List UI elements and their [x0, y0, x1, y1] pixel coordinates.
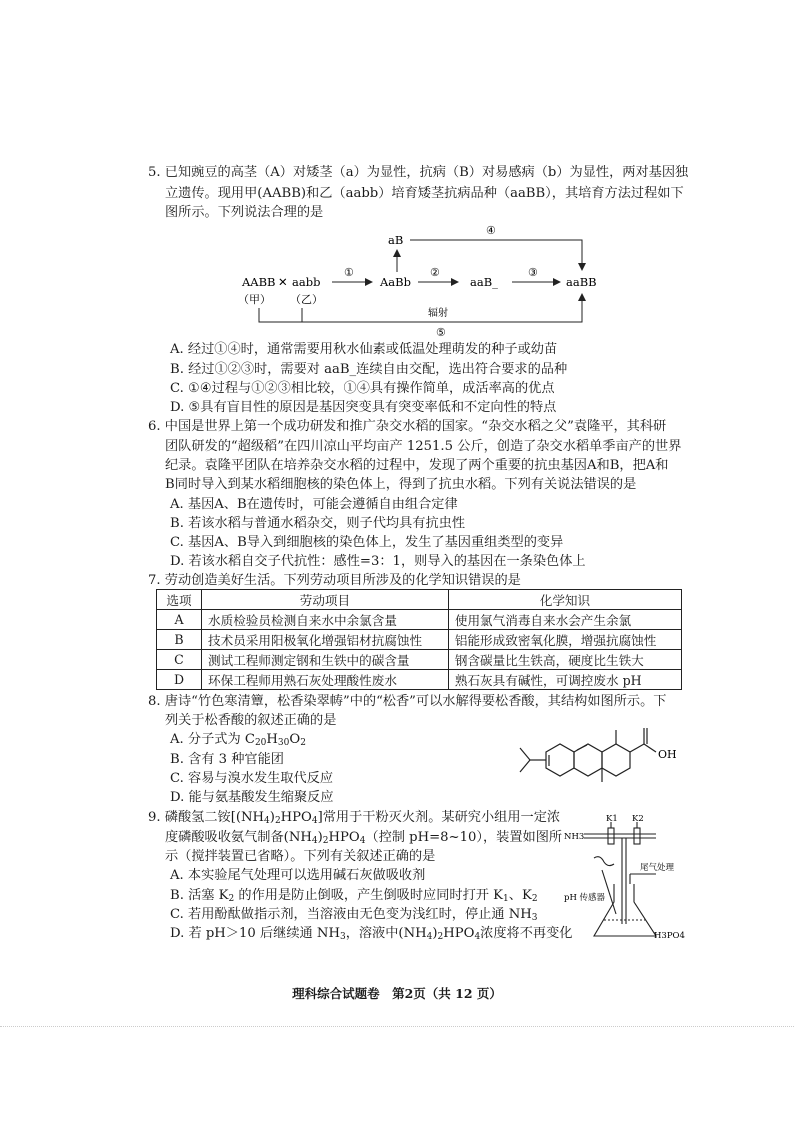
acid-label: H3PO4	[654, 931, 685, 941]
q7-table	[156, 589, 682, 690]
nh3-label: NH3	[564, 832, 585, 842]
cross-right-genotype: aabb	[292, 275, 321, 289]
header-option: 选项	[157, 590, 202, 610]
q5-option-a: A. 经过①④时，通常需要用秋水仙素或低温处理萌发的种子或幼苗	[170, 342, 558, 357]
q6-option-b: B. 若该水稻与普通水稻杂交，则子代均具有抗虫性	[170, 516, 466, 531]
target-genotype: aaBB	[566, 275, 597, 289]
row-option: C	[157, 650, 202, 670]
q8-option-d: D. 能与氨基酸发生缩聚反应	[170, 790, 334, 805]
page-divider	[0, 1026, 794, 1027]
label-jia: （甲）	[238, 293, 271, 306]
q6-stem-line-4: B同时导入到某水稻细胞核的染色体上，得到了抗虫水稻。下列有关说法错误的是	[165, 477, 637, 492]
q8-option-a: A. 分子式为 $C_{20}H_{30}O_2$	[170, 732, 306, 748]
table-row	[157, 610, 682, 630]
q9-option-d: D. 若 pH＞10 后继续通 $NH_3$，溶液中$(NH_4)_2HPO_4$浓度将不再变化	[170, 926, 573, 942]
row-knowledge: 使用氯气消毒自来水会产生余氯	[448, 610, 681, 630]
q9-option-c: C. 若用酚酞做指示剂，当溶液由无色变为浅红时，停止通 $NH_3$	[170, 907, 538, 923]
table-row	[157, 670, 682, 690]
row-project: 水质检验员检测自来水中余氯含量	[202, 610, 449, 630]
step-2-label: ②	[430, 266, 440, 279]
row-option: D	[157, 670, 202, 690]
row-option: B	[157, 630, 202, 650]
mid-genotype: aaB_	[470, 275, 498, 289]
q5-stem-line-1: 5. 已知豌豆的高茎（A）对矮茎（a）为显性，抗病（B）对易感病（b）为显性，两对基因独	[148, 165, 689, 180]
apparatus-diagram	[564, 812, 692, 948]
page-footer: 理科综合试题卷 第2页（共 12 页）	[292, 986, 502, 1001]
q5-stem-line-3: 图所示。下列说法合理的是	[165, 205, 324, 220]
row-project: 技术员采用阳极氧化增强铝材抗腐蚀性	[202, 630, 449, 650]
table-header-row	[157, 590, 682, 610]
q9-stem-line-3: 示（搅拌装置已省略）。下列有关叙述正确的是	[165, 849, 436, 864]
q8-stem-line-1: 8. 唐诗“竹色寒清簟，松香染翠帱”中的“松香”可以水解得要松香酸，其结构如图所示。下	[148, 694, 667, 709]
radiation-label: 辐射	[428, 308, 448, 319]
k2-label: K2	[632, 814, 644, 824]
q5-option-c: C. ①④过程与①②③相比较，①④具有操作简单，成活率高的优点	[170, 381, 555, 396]
q5-option-d: D. ⑤具有盲目性的原因是基因突变具有突变率低和不定向性的特点	[170, 400, 557, 415]
q5-stem-line-2: 立遗传。现用甲(AABB)和乙（aabb）培育矮茎抗病品种（aaBB），其培育方法过程如下	[165, 186, 684, 201]
f1-genotype: AaBb	[380, 275, 411, 289]
k1-label: K1	[606, 814, 618, 824]
step-4-label: ④	[486, 224, 496, 237]
row-knowledge: 熟石灰具有碱性，可调控废水 pH	[448, 670, 681, 690]
cross-symbol: ✕	[278, 275, 288, 289]
q6-stem-line-2: 团队研发的“超级稻”在四川凉山平均亩产 1251.5 公斤，创造了杂交水稻单季亩产的世界	[165, 439, 682, 454]
q8-stem-line-2: 列关于松香酸的叙述正确的是	[165, 713, 337, 728]
q6-stem-line-3: 纪录。袁隆平团队在培养杂交水稻的过程中，发现了两个重要的抗虫基因A和B，把A和	[165, 458, 669, 473]
step-5-label: ⑤	[436, 326, 446, 339]
row-knowledge: 钢含碳量比生铁高，硬度比生铁大	[448, 650, 681, 670]
q9-option-a: A. 本实验尾气处理可以选用碱石灰做吸收剂	[170, 868, 426, 883]
q6-option-a: A. 基因A、B在遗传时，可能会遵循自由组合定律	[170, 497, 458, 512]
oh-label: OH	[658, 748, 677, 761]
table-row	[157, 650, 682, 670]
row-project: 环保工程师用熟石灰处理酸性废水	[202, 670, 449, 690]
header-project: 劳动项目	[202, 590, 449, 610]
label-yi: （乙）	[290, 293, 323, 306]
abietic-acid-structure	[486, 718, 686, 806]
row-project: 测试工程师测定钢和生铁中的碳含量	[202, 650, 449, 670]
table-row	[157, 630, 682, 650]
breeding-diagram	[230, 222, 610, 340]
q9-stem-line-1: 9. 磷酸氢二铵$[(NH_4)_2HPO_4]$常用于干粉灭火剂。某研究小组用一定浓	[148, 810, 561, 826]
q6-option-d: D. 若该水稻自交子代抗性：感性=3：1，则导入的基因在一条染色体上	[170, 554, 586, 569]
q6-option-c: C. 基因A、B导入到细胞核的染色体上，发生了基因重组类型的变异	[170, 535, 564, 550]
q8-option-b: B. 含有 3 种官能团	[170, 752, 284, 767]
q8-option-c: C. 容易与溴水发生取代反应	[170, 771, 334, 786]
header-knowledge: 化学知识	[448, 590, 681, 610]
row-knowledge: 铝能形成致密氧化膜，增强抗腐蚀性	[448, 630, 681, 650]
row-option: A	[157, 610, 202, 630]
q9-option-b: B. 活塞 $K_2$ 的作用是防止倒吸，产生倒吸时应同时打开 $K_1$、$K_2$	[170, 888, 538, 904]
q5-option-b: B. 经过①②③时，需要对 aaB_连续自由交配，选出符合要求的品种	[170, 362, 568, 377]
exhaust-label: 尾气处理	[640, 863, 675, 873]
step-3-label: ③	[528, 266, 538, 279]
q6-stem-line-1: 6. 中国是世界上第一个成功研发和推广杂交水稻的国家。“杂交水稻之父”袁隆平，其科研	[148, 419, 667, 434]
cross-left-genotype: AABB	[242, 275, 276, 289]
ph-sensor-label: pH 传感器	[564, 893, 606, 903]
gamete-genotype: aB	[388, 233, 404, 247]
q7-stem: 7. 劳动创造美好生活。下列劳动项目所涉及的化学知识错误的是	[148, 573, 521, 588]
step-1-label: ①	[344, 266, 354, 279]
q9-stem-line-2: 度磷酸吸收氨气制备$(NH_4)_2HPO_4$（控制 pH=8~10），装置如图所	[165, 830, 563, 846]
